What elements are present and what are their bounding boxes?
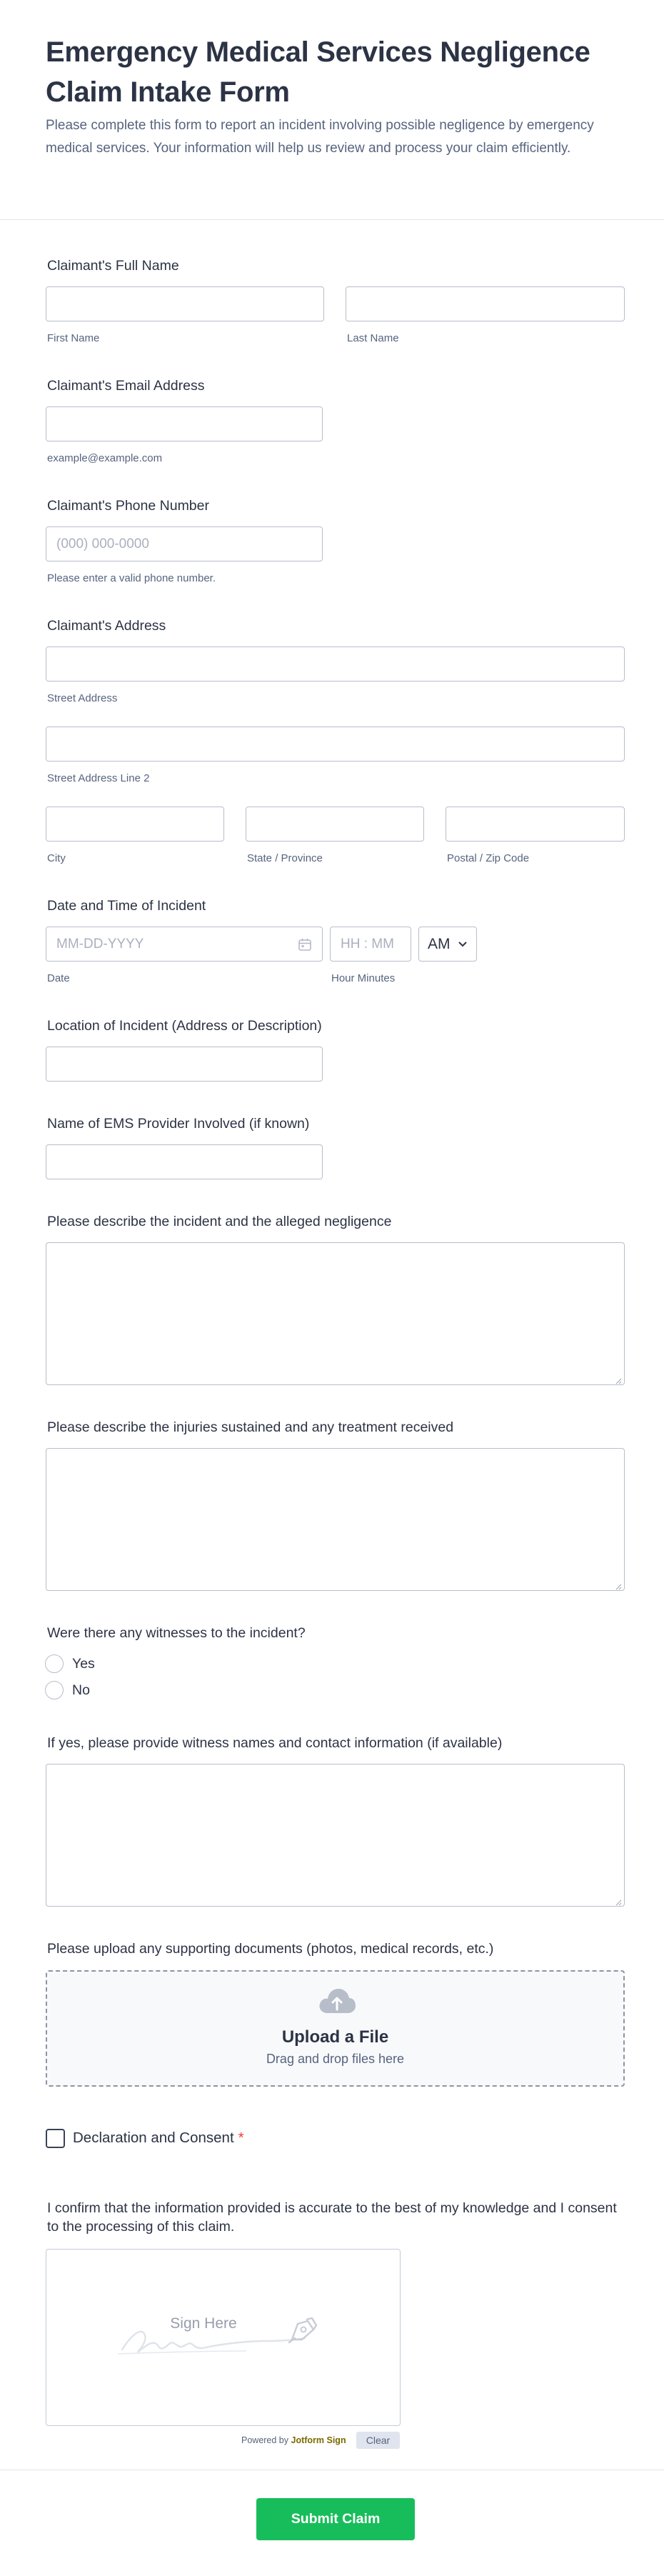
street-address-line2-input[interactable] <box>46 727 625 762</box>
resize-grip-icon[interactable] <box>615 1375 622 1382</box>
ampm-value: AM <box>428 935 451 952</box>
street-address-input[interactable] <box>46 647 625 682</box>
calendar-icon[interactable] <box>298 937 312 952</box>
state-province-sublabel: State / Province <box>247 852 323 864</box>
cloud-upload-icon <box>318 1987 356 2018</box>
incident-description-textarea[interactable] <box>46 1242 625 1385</box>
injuries-description-label: Please describe the injuries sustained and any treatment received <box>47 1419 454 1435</box>
location-input[interactable] <box>46 1047 323 1082</box>
phone-label: Claimant's Phone Number <box>47 498 209 514</box>
chevron-down-icon <box>458 941 468 948</box>
email-sublabel: example@example.com <box>47 452 163 464</box>
upload-title: Upload a File <box>281 2027 389 2047</box>
form-description: Please complete this form to report an incident involving possible negligence by emergency medical services. Your information will help us review and process your claim efficiently. <box>46 118 594 156</box>
first-name-sublabel: First Name <box>47 332 100 344</box>
state-province-input[interactable] <box>246 807 424 842</box>
first-name-input[interactable] <box>46 286 324 321</box>
pen-icon <box>286 2317 318 2349</box>
witnesses-label: Were there any witnesses to the incident? <box>47 1625 306 1641</box>
witness-no-label[interactable]: No <box>72 1682 90 1698</box>
upload-dropzone[interactable] <box>46 1970 625 2087</box>
consent-checkbox[interactable] <box>46 2129 65 2148</box>
date-input[interactable] <box>46 927 323 962</box>
phone-placeholder: (000) 000-0000 <box>56 536 149 551</box>
full-name-label: Claimant's Full Name <box>47 258 179 274</box>
email-input[interactable] <box>46 406 323 441</box>
consent-label[interactable] <box>73 2129 244 2147</box>
powered-prefix: Powered by <box>241 2435 289 2445</box>
witness-no-radio[interactable] <box>45 1681 64 1699</box>
last-name-sublabel: Last Name <box>347 332 399 344</box>
provider-input[interactable] <box>46 1144 323 1179</box>
email-label: Claimant's Email Address <box>47 378 205 394</box>
provider-label: Name of EMS Provider Involved (if known) <box>47 1116 310 1132</box>
witness-yes-radio[interactable] <box>45 1654 64 1673</box>
injuries-description-textarea[interactable] <box>46 1448 625 1591</box>
postal-zip-sublabel: Postal / Zip Code <box>447 852 530 864</box>
powered-by <box>241 2435 346 2445</box>
time-placeholder: HH : MM <box>341 936 394 952</box>
clear-signature-button[interactable]: Clear <box>356 2432 400 2449</box>
date-sublabel: Date <box>47 972 70 984</box>
upload-label: Please upload any supporting documents (photos, medical records, etc.) <box>47 1941 494 1957</box>
city-input[interactable] <box>46 807 224 842</box>
location-label: Location of Incident (Address or Description) <box>47 1018 322 1034</box>
ampm-select[interactable] <box>418 927 477 962</box>
header-divider <box>0 219 664 220</box>
witness-yes-label[interactable]: Yes <box>72 1656 95 1672</box>
signature-pad[interactable] <box>46 2249 401 2426</box>
time-input[interactable] <box>330 927 411 962</box>
witness-info-label: If yes, please provide witness names and contact information (if available) <box>47 1735 503 1751</box>
date-placeholder: MM-DD-YYYY <box>56 936 144 952</box>
incident-description-label: Please describe the incident and the alleged negligence <box>47 1214 392 1229</box>
datetime-label: Date and Time of Incident <box>47 898 206 914</box>
address-label: Claimant's Address <box>47 618 166 634</box>
consent-label-text: Declaration and Consent <box>73 2130 234 2146</box>
last-name-input[interactable] <box>346 286 625 321</box>
resize-grip-icon[interactable] <box>615 1897 622 1904</box>
phone-input[interactable] <box>46 526 323 561</box>
witness-info-textarea[interactable] <box>46 1764 625 1907</box>
powered-brand[interactable]: Jotform Sign <box>291 2435 346 2445</box>
phone-sublabel: Please enter a valid phone number. <box>47 572 216 584</box>
street-address-sublabel: Street Address <box>47 692 118 704</box>
resize-grip-icon[interactable] <box>615 1581 622 1588</box>
submit-button[interactable]: Submit Claim <box>256 2498 415 2540</box>
city-sublabel: City <box>47 852 66 864</box>
required-asterisk: * <box>238 2130 244 2146</box>
sign-here-hint: Sign Here <box>157 2315 250 2332</box>
confirm-label: I confirm that the information provided is accurate to the best of my knowledge and I consent to the processing of this claim. <box>47 2200 617 2235</box>
street-address-line2-sublabel: Street Address Line 2 <box>47 772 150 784</box>
form-title: Emergency Medical Services Negligence Claim Intake Form <box>46 36 590 108</box>
time-sublabel: Hour Minutes <box>331 972 396 984</box>
postal-zip-input[interactable] <box>446 807 625 842</box>
upload-subtitle: Drag and drop files here <box>266 2052 405 2066</box>
